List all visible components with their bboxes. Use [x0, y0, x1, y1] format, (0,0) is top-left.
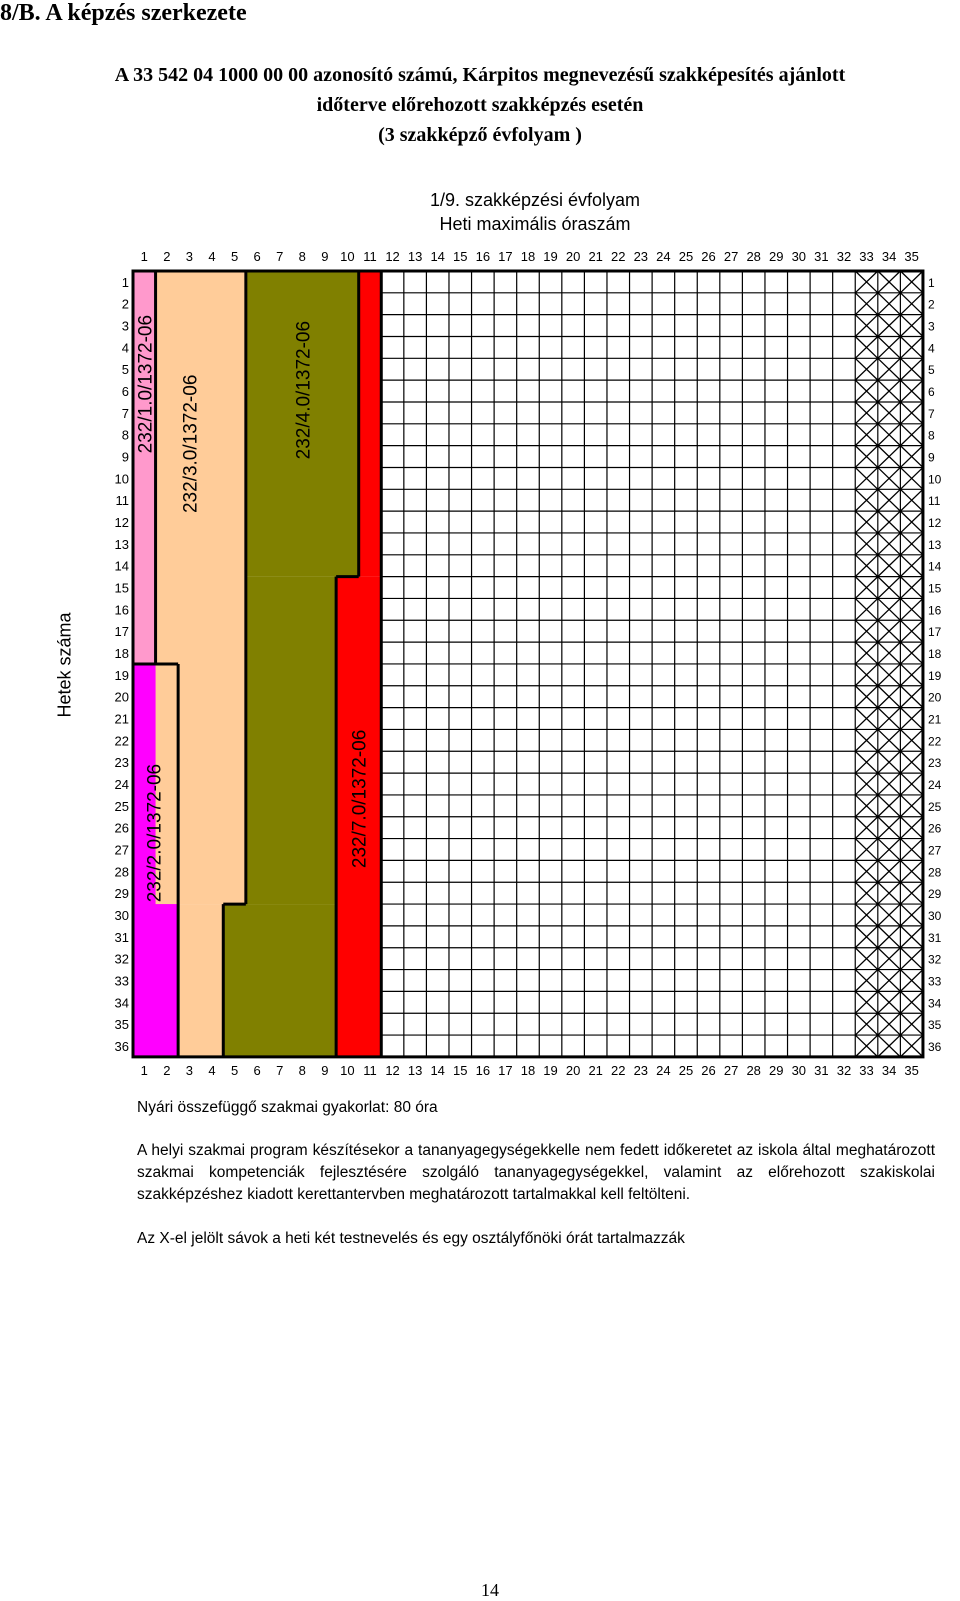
column-number-bottom: 23: [633, 1062, 649, 1078]
week-number-right: 20: [927, 690, 942, 705]
column-number-bottom: 31: [814, 1062, 829, 1078]
column-number-top: 10: [340, 249, 355, 264]
module-block: [156, 271, 246, 904]
week-number-left: 22: [114, 733, 129, 749]
week-number-left: 11: [115, 493, 129, 509]
column-number-bottom: 9: [321, 1062, 329, 1078]
column-number-bottom: 21: [588, 1062, 603, 1078]
column-number-bottom: 16: [475, 1062, 491, 1078]
week-number-left: 25: [114, 798, 129, 814]
column-number-top: 21: [588, 249, 603, 264]
block-label: 232/1.0/1372-06: [135, 314, 157, 454]
week-number-left: 26: [114, 820, 129, 836]
column-number-bottom: 34: [881, 1062, 897, 1078]
column-number-bottom: 17: [498, 1062, 513, 1078]
week-number-left: 8: [121, 427, 129, 443]
column-number-bottom: 19: [543, 1062, 558, 1078]
module-block: [246, 577, 336, 904]
week-number-left: 15: [114, 580, 129, 596]
column-number-top: 29: [769, 249, 784, 264]
block-label: 232/4.0/1372-06: [293, 320, 315, 460]
column-number-top: 4: [208, 249, 216, 264]
week-number-left: 3: [121, 318, 129, 334]
column-number-bottom: 35: [904, 1062, 919, 1078]
column-number-top: 32: [836, 249, 852, 264]
week-number-left: 20: [114, 689, 129, 705]
week-number-left: 33: [114, 973, 129, 989]
column-number-top: 5: [230, 249, 239, 264]
week-number-left: 28: [114, 864, 129, 880]
column-number-top: 25: [678, 249, 694, 264]
week-number-right: 36: [927, 1039, 942, 1054]
module-block: [223, 904, 336, 1057]
week-number-left: 31: [114, 929, 129, 945]
week-number-right: 18: [927, 647, 942, 662]
week-number-right: 31: [927, 930, 942, 945]
column-number-bottom: 14: [430, 1062, 445, 1078]
week-number-left: 29: [114, 886, 129, 902]
column-number-top: 11: [363, 249, 377, 264]
week-number-right: 7: [927, 406, 935, 421]
x-marked-note: Az X-el jelölt sávok a heti két testnevelés és egy osztályfőnöki órát tartalmazzák: [137, 1230, 685, 1247]
column-number-bottom: 27: [723, 1062, 739, 1078]
week-number-right: 21: [927, 712, 942, 727]
week-number-right: 3: [927, 319, 935, 334]
column-number-bottom: 11: [363, 1062, 377, 1078]
week-number-left: 24: [114, 777, 129, 793]
week-number-left: 16: [114, 602, 129, 618]
week-number-left: 23: [114, 755, 129, 771]
column-number-top: 17: [498, 249, 513, 264]
summer-practice-note: Nyári összefüggő szakmai gyakorlat: 80 óra: [137, 1099, 438, 1116]
week-number-right: 34: [927, 996, 942, 1011]
column-number-bottom: 5: [230, 1062, 239, 1078]
column-number-bottom: 6: [253, 1062, 261, 1078]
column-number-bottom: 30: [791, 1062, 807, 1078]
week-number-left: 2: [121, 296, 129, 312]
week-number-left: 32: [114, 951, 129, 967]
week-number-right: 35: [927, 1018, 942, 1033]
week-number-left: 27: [114, 842, 129, 858]
column-number-top: 8: [298, 249, 306, 264]
column-number-top: 6: [253, 249, 261, 264]
column-number-top: 24: [656, 249, 671, 264]
column-number-top: 3: [185, 249, 194, 264]
week-number-left: 7: [121, 405, 129, 421]
document-title-line-3: (3 szakképző évfolyam ): [378, 124, 582, 146]
column-number-bottom: 15: [453, 1062, 468, 1078]
column-number-top: 27: [723, 249, 739, 264]
week-number-right: 25: [927, 799, 942, 814]
week-number-left: 5: [121, 362, 129, 378]
week-number-right: 17: [927, 625, 942, 640]
week-number-right: 4: [927, 341, 935, 356]
week-number-right: 33: [927, 974, 942, 989]
column-number-top: 20: [565, 249, 581, 264]
week-number-right: 19: [927, 668, 942, 683]
column-number-top: 22: [611, 249, 626, 264]
column-number-bottom: 32: [836, 1062, 852, 1078]
week-number-left: 21: [114, 711, 129, 727]
week-number-right: 8: [927, 428, 935, 443]
column-number-top: 28: [746, 249, 761, 264]
week-number-right: 9: [927, 450, 935, 465]
week-number-right: 16: [927, 603, 942, 618]
week-number-left: 30: [114, 907, 129, 923]
week-number-right: 14: [927, 559, 942, 574]
block-label: 232/2.0/1372-06: [144, 763, 166, 903]
week-number-left: 1: [121, 274, 129, 290]
column-number-top: 12: [385, 249, 400, 264]
week-number-right: 26: [927, 821, 942, 836]
column-number-bottom: 20: [565, 1062, 581, 1078]
column-number-top: 1: [140, 249, 148, 264]
column-number-top: 26: [701, 249, 716, 264]
column-number-bottom: 26: [701, 1062, 716, 1078]
column-number-bottom: 18: [520, 1062, 536, 1078]
column-number-bottom: 13: [407, 1062, 423, 1078]
curriculum-note: A helyi szakmai program készítésekor a tananyagegységekkelle nem fedett időkeretet az iskola által meghatározott szakmai kompetenciák fejlesztésére szolgáló tananyagegységekkel, valamint az előrehozott szakiskolai szakképzéshez kiadott kerettantervben meghatározott tartalmakkal kell feltölteni.: [137, 1142, 935, 1203]
column-number-top: 19: [543, 249, 558, 264]
column-number-top: 9: [321, 249, 329, 264]
week-number-left: 18: [114, 646, 129, 662]
week-number-right: 2: [927, 297, 935, 312]
week-number-left: 19: [114, 667, 129, 683]
column-number-top: 31: [814, 249, 829, 264]
column-number-bottom: 22: [611, 1062, 626, 1078]
week-number-right: 24: [927, 778, 942, 793]
week-number-right: 6: [927, 385, 935, 400]
week-number-left: 35: [114, 1017, 129, 1033]
chart-title-line-1: 1/9. szakképzési évfolyam: [429, 190, 641, 210]
column-number-bottom: 12: [385, 1062, 400, 1078]
column-number-top: 18: [520, 249, 536, 264]
column-number-bottom: 3: [185, 1062, 194, 1078]
week-number-right: 12: [927, 516, 942, 531]
week-number-left: 6: [121, 384, 129, 400]
column-number-top: 14: [430, 249, 445, 264]
column-number-bottom: 7: [276, 1062, 284, 1078]
block-label: 232/3.0/1372-06: [180, 374, 202, 514]
week-number-right: 32: [927, 952, 942, 967]
column-number-top: 2: [163, 249, 171, 264]
weeks-axis-label: Hetek száma: [54, 612, 75, 718]
week-number-left: 9: [121, 449, 129, 465]
column-number-bottom: 1: [140, 1062, 148, 1078]
week-number-right: 13: [927, 537, 942, 552]
column-number-top: 34: [881, 249, 897, 264]
week-number-right: 11: [927, 494, 941, 509]
week-number-right: 27: [927, 843, 942, 858]
column-number-top: 7: [276, 249, 284, 264]
column-number-bottom: 8: [298, 1062, 306, 1078]
week-number-left: 12: [114, 515, 129, 531]
week-number-right: 30: [927, 908, 942, 923]
week-number-right: 23: [927, 756, 942, 771]
week-number-left: 17: [114, 624, 129, 640]
week-number-right: 15: [927, 581, 942, 596]
column-number-top: 16: [475, 249, 491, 264]
column-number-bottom: 29: [769, 1062, 784, 1078]
column-number-top: 35: [904, 249, 919, 264]
week-number-right: 22: [927, 734, 942, 749]
column-number-bottom: 2: [163, 1062, 171, 1078]
week-number-right: 10: [927, 472, 942, 487]
column-number-bottom: 4: [208, 1062, 216, 1078]
column-number-bottom: 28: [746, 1062, 761, 1078]
module-block: [359, 271, 382, 577]
column-number-top: 15: [453, 249, 468, 264]
week-number-right: 28: [927, 865, 942, 880]
column-number-top: 23: [633, 249, 649, 264]
section-heading: 8/B. A képzés szerkezete: [0, 0, 247, 26]
column-number-top: 30: [791, 249, 807, 264]
column-number-bottom: 24: [656, 1062, 671, 1078]
chart-title-line-2: Heti maximális óraszám: [439, 214, 631, 234]
week-number-right: 1: [927, 275, 935, 290]
week-number-left: 34: [114, 995, 129, 1011]
module-block: [178, 904, 223, 1057]
block-label: 232/7.0/1372-06: [349, 729, 371, 869]
column-number-top: 13: [407, 249, 423, 264]
week-number-right: 5: [927, 363, 935, 378]
week-number-left: 4: [121, 340, 129, 356]
column-number-bottom: 10: [340, 1062, 355, 1078]
week-number-left: 13: [114, 536, 129, 552]
column-number-top: 33: [859, 249, 874, 264]
week-number-left: 14: [114, 558, 129, 574]
page-number: 14: [481, 1580, 499, 1600]
column-number-bottom: 25: [678, 1062, 694, 1078]
week-number-right: 29: [927, 887, 942, 902]
document-title-line-1: A 33 542 04 1000 00 00 azonosító számú, Kárpitos megnevezésű szakképesítés ajánlott: [114, 64, 846, 86]
week-number-left: 36: [114, 1038, 129, 1054]
column-number-bottom: 33: [859, 1062, 874, 1078]
document-title-line-2: időterve előrehozott szakképzés esetén: [316, 94, 644, 116]
week-number-left: 10: [114, 471, 129, 487]
